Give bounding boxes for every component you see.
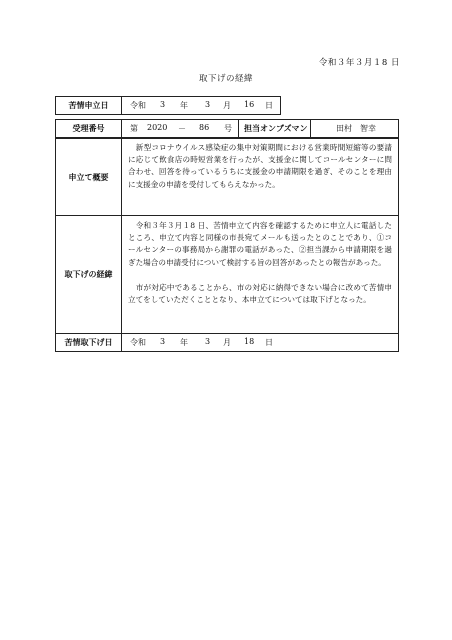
receipt-row bbox=[55, 119, 399, 138]
receipt-divider bbox=[238, 120, 239, 137]
summary-label: 申立て概要 bbox=[56, 139, 122, 215]
withdraw-date-era: 令和 bbox=[130, 338, 146, 347]
ombudsman-divider bbox=[310, 120, 311, 137]
history-para-1: 令和３年３月１8 日、苦情申立て内容を確認するために申立人に電話したところ、申立て内容と同様の市長宛てメールも送ったとのことであり、①コールセンターの事務局から謝罪の電話があった、②担当課から申請期限を過ぎた場合の申請受付について検討する旨の回答があったとの報告があった。 bbox=[128, 221, 392, 267]
withdraw-date-day-unit: 日 bbox=[265, 338, 273, 347]
history-label: 取下げの経緯 bbox=[56, 216, 122, 333]
filing-date-era: 令和 bbox=[130, 101, 146, 110]
receipt-number: 86 bbox=[199, 123, 210, 132]
receipt-label: 受理番号 bbox=[56, 120, 122, 137]
receipt-dash: － bbox=[178, 124, 186, 133]
filing-date-label: 苦情申立日 bbox=[56, 97, 122, 114]
filing-date-day: 16 bbox=[244, 100, 255, 109]
receipt-year: 2020 bbox=[147, 123, 168, 132]
ombudsman-name: 田村 智幸 bbox=[336, 124, 376, 133]
filing-date-row bbox=[55, 96, 281, 115]
filing-date-year-unit: 年 bbox=[180, 101, 188, 110]
receipt-suffix: 号 bbox=[224, 124, 232, 133]
filing-date-year: 3 bbox=[160, 100, 166, 109]
withdraw-date-year-unit: 年 bbox=[180, 338, 188, 347]
withdraw-date-label: 苦情取下げ日 bbox=[56, 334, 122, 351]
receipt-prefix: 第 bbox=[130, 124, 138, 133]
history-para-2: 市が対応中であることから、市の対応に納得できない場合に改めて苦情申立てをしていただくこととなり、本申立てについては取下げとなった。 bbox=[128, 283, 392, 305]
withdraw-date-month-unit: 月 bbox=[223, 338, 231, 347]
withdraw-date-month: 3 bbox=[205, 337, 211, 346]
document-date: 令和３年３月１8 日 bbox=[318, 58, 400, 68]
summary-text: 新型コロナウイルス感染症の集中対策期間における営業時間短縮等の要請に応じて飲食店の時短営業を行ったが、支援金に関してコールセンターに問合わせ、回答を待っているうちに支援金の申請期限を過ぎ、そのことを理由に支援金の申請を受付してもらえなかった。 bbox=[128, 143, 392, 189]
main-table bbox=[55, 138, 399, 352]
document-title: 取下げの経緯 bbox=[198, 74, 253, 84]
withdraw-date-day: 18 bbox=[244, 337, 255, 346]
filing-date-month: 3 bbox=[205, 100, 211, 109]
withdraw-date-year: 3 bbox=[160, 337, 166, 346]
filing-date-day-unit: 日 bbox=[265, 101, 273, 110]
ombudsman-label: 担当オンブズマン bbox=[244, 124, 308, 133]
filing-date-month-unit: 月 bbox=[223, 101, 231, 110]
